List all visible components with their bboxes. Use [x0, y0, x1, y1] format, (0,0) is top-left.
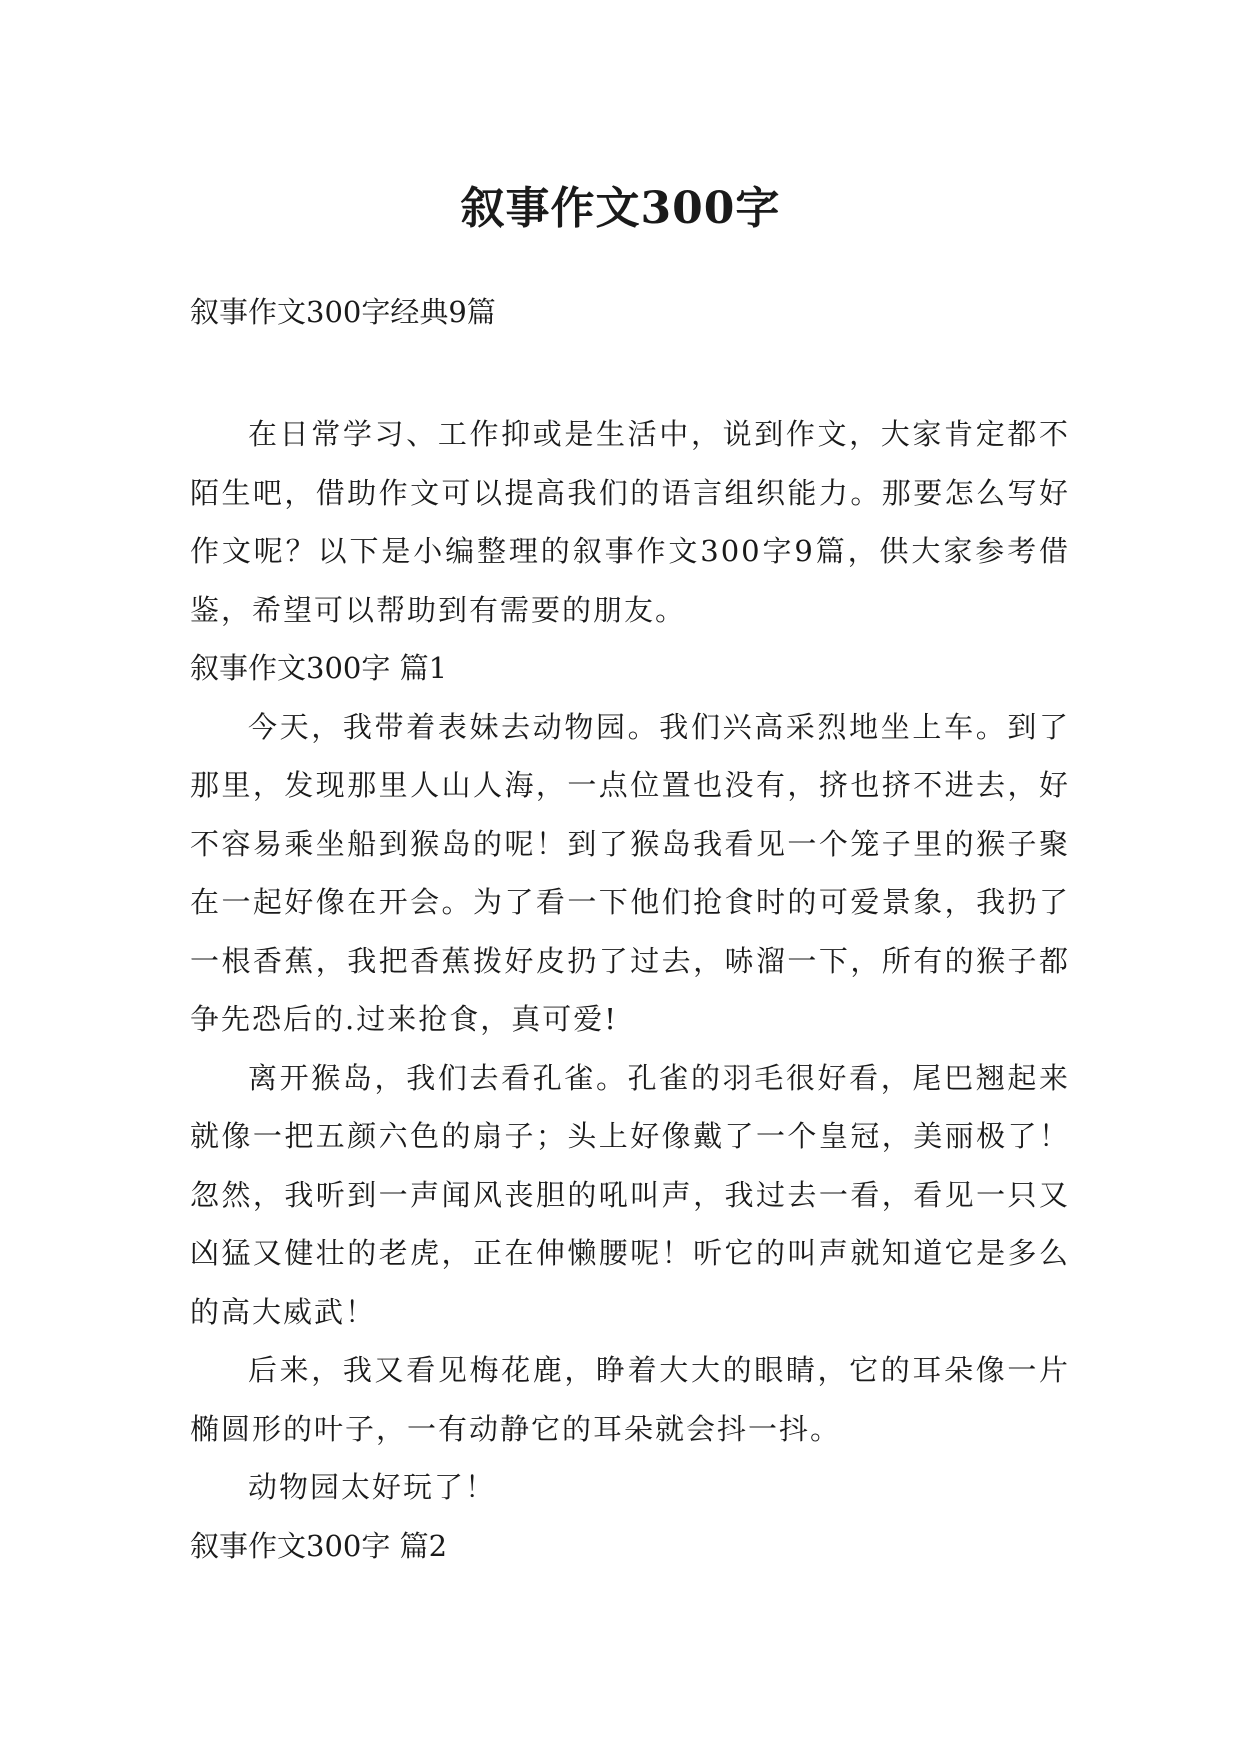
section-1-paragraph-2: 离开猴岛，我们去看孔雀。孔雀的羽毛很好看，尾巴翘起来就像一把五颜六色的扇子；头上好像戴了一个皇冠，美丽极了！忽然，我听到一声闻风丧胆的吼叫声，我过去一看，看见一只又凶猛又健壮的老虎，正在伸懒腰呢！听它的叫声就知道它是多么的高大威武！ [190, 1060, 1070, 1329]
document-body [190, 405, 1070, 1575]
section-1-paragraph-3: 后来，我又看见梅花鹿，睁着大大的眼睛，它的耳朵像一片椭圆形的叶子，一有动静它的耳朵就会抖一抖。 [190, 1353, 1070, 1446]
document-subtitle: 叙事作文300字经典9篇 [190, 295, 496, 329]
section-1-paragraph-4: 动物园太好玩了！ [248, 1470, 497, 1504]
document-title: 叙事作文300字 [460, 183, 781, 235]
intro-paragraph: 在日常学习、工作抑或是生活中，说到作文，大家肯定都不陌生吧，借助作文可以提高我们的语言组织能力。那要怎么写好作文呢？以下是小编整理的叙事作文300字9篇，供大家参考借鉴，希望可以帮助到有需要的朋友。 [190, 417, 1070, 627]
section-heading-2: 叙事作文300字 篇2 [190, 1528, 448, 1563]
section-1-paragraph-1: 今天，我带着表妹去动物园。我们兴高采烈地坐上车。到了那里，发现那里人山人海，一点位置也没有，挤也挤不进去，好不容易乘坐船到猴岛的呢！到了猴岛我看见一个笼子里的猴子聚在一起好像在开会。为了看一下他们抢食时的可爱景象，我扔了一根香蕉，我把香蕉拨好皮扔了过去，哧溜一下，所有的猴子都争先恐后的.过来抢食，真可爱! [190, 709, 1070, 1036]
section-heading-1: 叙事作文300字 篇1 [190, 651, 448, 685]
